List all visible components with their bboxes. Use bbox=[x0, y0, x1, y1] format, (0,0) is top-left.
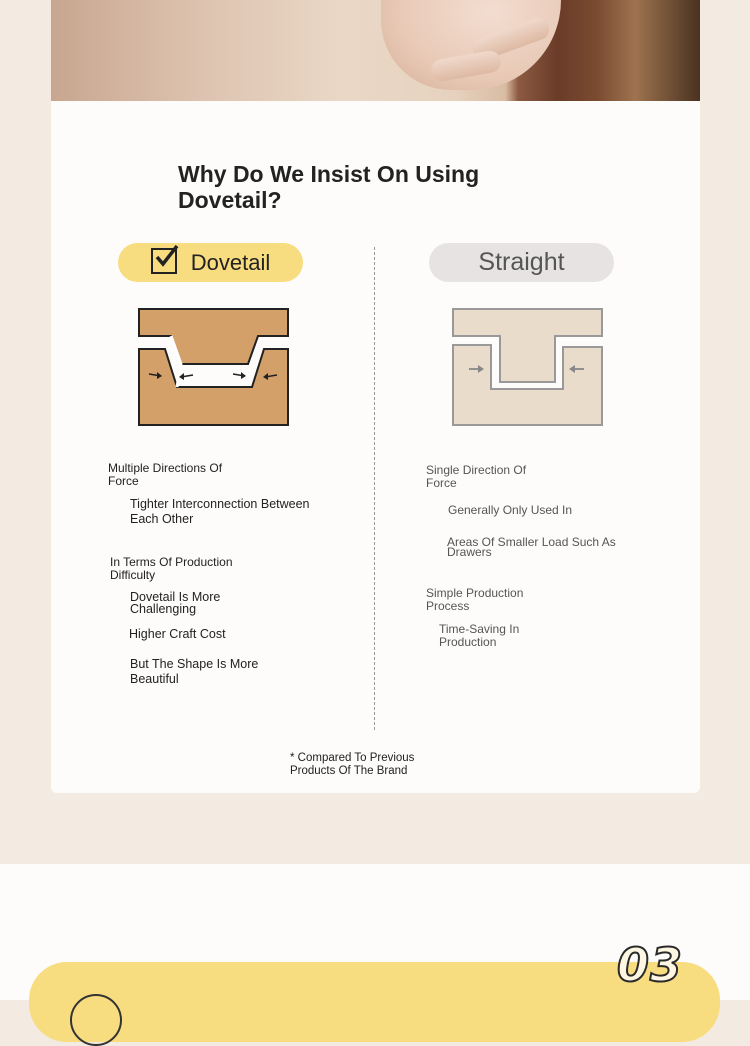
section-title: Why Do We Insist On Using Dovetail? bbox=[178, 161, 480, 213]
dovetail-label: Dovetail bbox=[190, 249, 271, 275]
dovetail-production-point: Higher Craft Cost bbox=[129, 627, 226, 641]
straight-label: Straight bbox=[478, 248, 565, 276]
circle-icon bbox=[70, 994, 122, 1046]
straight-point: Areas Of Smaller Load Such As Drawers bbox=[447, 535, 616, 559]
checkbox-checked-icon bbox=[151, 248, 177, 274]
straight-force-heading: Single Direction Of Force bbox=[426, 463, 527, 490]
section-number: 03 bbox=[617, 938, 684, 992]
dovetail-production-point: But The Shape Is More Beautiful bbox=[130, 657, 259, 686]
dovetail-joint-diagram bbox=[137, 307, 291, 427]
straight-joint-diagram bbox=[451, 307, 605, 427]
comparison-card bbox=[51, 101, 700, 793]
hand-image bbox=[381, 0, 561, 90]
footnote: * Compared To Previous Products Of The Brand bbox=[290, 752, 415, 777]
hand-photo bbox=[51, 0, 700, 101]
dovetail-force-point: Tighter Interconnection Between Each Other bbox=[130, 497, 310, 526]
dovetail-production-point: Dovetail Is More Challenging bbox=[130, 590, 221, 616]
dashed-divider bbox=[374, 247, 375, 730]
straight-production-heading: Simple Production Process bbox=[426, 586, 524, 613]
straight-production-point: Time-Saving In Production bbox=[439, 622, 520, 649]
straight-pill bbox=[429, 243, 614, 282]
dovetail-pill bbox=[118, 243, 303, 282]
straight-point: Generally Only Used In bbox=[448, 503, 573, 517]
dovetail-production-heading: In Terms Of Production Difficulty bbox=[110, 555, 233, 582]
dovetail-force-heading: Multiple Directions Of Force bbox=[108, 461, 223, 488]
